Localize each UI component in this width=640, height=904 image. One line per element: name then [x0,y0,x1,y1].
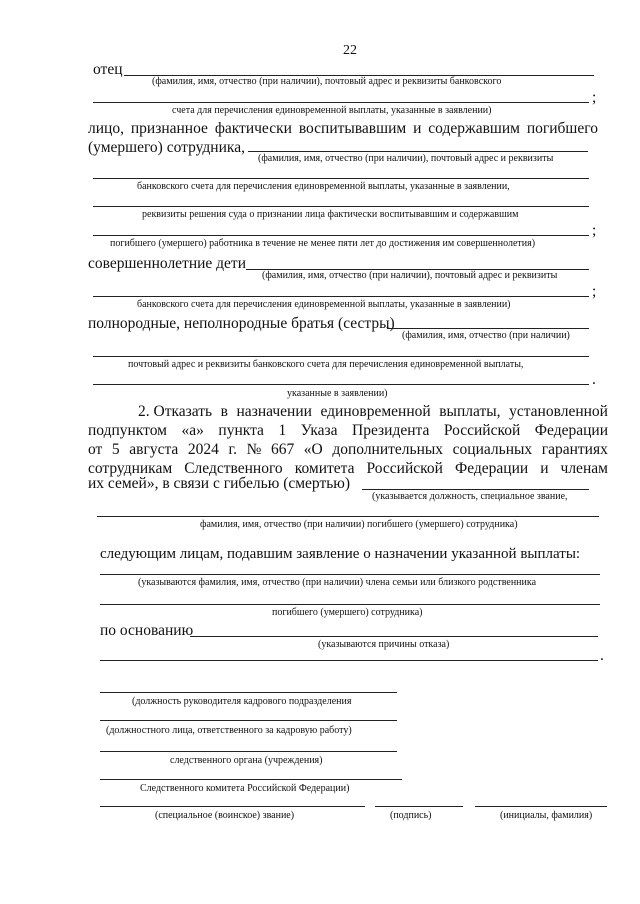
adult-children-label: совершеннолетние дети [88,255,247,272]
guardian-fill-line [248,151,588,152]
word: от [88,441,103,458]
word: августа [129,441,179,458]
siblings-fill-line [387,328,589,329]
word: Указа [300,422,338,439]
section-2-hint-2: фамилия, имя, отчество (при наличии) погибшего (умершего) сотрудника) [200,519,518,530]
section-2-line-1 [138,404,608,420]
word: Следственного [184,460,283,477]
word: 5 [111,441,120,458]
section-2-hint-5: (указываются причины отказа) [318,639,450,650]
word: погибшего [526,120,598,137]
word: назначении [236,403,312,420]
section-2-fill-line-1 [362,489,589,490]
word: Российской [366,460,443,477]
section-2-fill-line-4 [100,604,600,605]
word: 667 [270,441,295,458]
word: Федерации [534,422,608,439]
word: дополнительных [332,441,444,458]
signature-hint-1: (должность руководителя кадрового подразделения [132,696,352,707]
guardian-hint-2: банковского счета для перечисления единовременной выплаты, указанные в заявлении, [137,181,510,192]
sign-fill-line [375,806,463,807]
basis-fill-line [190,636,598,637]
guardian-line-1 [88,121,598,137]
adult-children-fill-line-2 [93,296,589,297]
section-2-hint-4: погибшего (умершего) сотрудника) [272,607,423,618]
guardian-hint-1: (фамилия, имя, отчество (при наличии), почтовый адрес и реквизиты [258,153,554,164]
word: сотрудникам [88,460,173,477]
word: подпунктом [88,422,167,439]
word: воспитывавшим [298,120,407,137]
siblings-label: полнородные, неполнородные братья (сестры) [88,315,395,332]
word: г. [228,441,237,458]
word: и [540,460,549,477]
word: «а» [181,422,204,439]
word: Федерации [454,460,529,477]
siblings-fill-line-3 [93,384,589,385]
word: членам [560,460,608,477]
guardian-hint-3: реквизиты решения суда о признании лица фактически воспитывавшим и содержавшим [142,209,519,220]
father-fill-line-2 [93,102,589,103]
word: 1 [278,422,287,439]
siblings-hint-2: почтовый адрес и реквизиты банковского счета для перечисления единовременной выплаты, [128,359,524,370]
name-hint: (инициалы, фамилия) [500,810,593,821]
adult-children-end-mark: ; [592,283,597,300]
father-hint-2: счета для перечисления единовременной выплаты, указанные в заявлении) [172,105,492,116]
siblings-fill-line-2 [93,356,589,357]
rank-fill-line [100,806,365,807]
section-2-line-6: следующим лицам, подавшим заявление о назначении указанной выплаты: [100,546,581,562]
rank-hint: (специальное (воинское) звание) [155,810,295,821]
word: лицо, [88,120,124,137]
name-fill-line [475,806,607,807]
section-2-line-2 [88,423,608,439]
father-hint-1: (фамилия, имя, отчество (при наличии), почтовый адрес и реквизиты банковского [152,76,502,87]
signature-fill-line-2 [100,720,397,721]
word: пункта [218,422,264,439]
word: и [413,120,422,137]
guardian-fill-line-3 [93,206,589,207]
page-number: 22 [343,43,357,58]
word: Российской [443,422,521,439]
word: выплаты, [439,403,501,420]
signature-fill-line-1 [100,692,397,693]
section-2-line-3 [88,442,608,458]
signature-fill-line-3 [100,751,397,752]
word: «О [303,441,323,458]
section-2-fill-line-3 [100,574,600,575]
word: комитета [294,460,355,477]
guardian-fill-line-4 [93,235,589,236]
word: № [246,441,262,458]
siblings-hint-3: указанные в заявлении) [287,388,388,399]
siblings-hint-1: (фамилия, имя, отчество (при наличии) [402,330,570,341]
signature-hint-3: следственного органа (учреждения) [170,755,323,766]
father-end-mark: ; [592,89,597,106]
section-2-fill-line-5 [100,660,598,661]
section-2-end-mark: . [600,647,604,664]
basis-label: по основанию [100,622,194,639]
signature-hint-2: (должностного лица, ответственного за кадровую работу) [106,725,352,736]
guardian-fill-line-2 [93,178,589,179]
word: социальных [452,441,533,458]
word: 2. Отказать [138,403,213,420]
section-2-fill-line-2 [97,516,599,517]
adult-children-hint-2: банковского счета для перечисления единовременной выплаты, указанные в заявлении) [137,299,511,310]
section-2-hint-1: (указывается должность, специальное звание, [372,491,568,502]
word: единовременной [320,403,431,420]
word: содержавшим [428,120,520,137]
word: 2024 [187,441,219,458]
guardian-line-2: (умершего) сотрудника, [88,139,245,156]
adult-children-hint-1: (фамилия, имя, отчество (при наличии), почтовый адрес и реквизиты [262,270,558,281]
section-2-line-5: их семей», в связи с гибелью (смертью) [88,475,351,492]
word: признанное [130,120,208,137]
word: фактически [214,120,292,137]
sign-hint: (подпись) [390,810,432,821]
guardian-end-mark: ; [592,222,597,239]
word: гарантиях [541,441,608,458]
father-label: отец [93,61,123,78]
word: установленной [509,403,608,420]
siblings-end-mark: . [592,371,596,388]
word: в [220,403,228,420]
signature-hint-4: Следственного комитета Российской Федерации) [140,783,350,794]
signature-fill-line-4 [100,779,402,780]
word: Президента [352,422,430,439]
section-2-hint-3: (указываются фамилия, имя, отчество (при наличии) члена семьи или близкого родственника [138,577,537,588]
guardian-hint-4: погибшего (умершего) работника в течение не менее пяти лет до достижения им совершеннолетия) [110,238,536,249]
